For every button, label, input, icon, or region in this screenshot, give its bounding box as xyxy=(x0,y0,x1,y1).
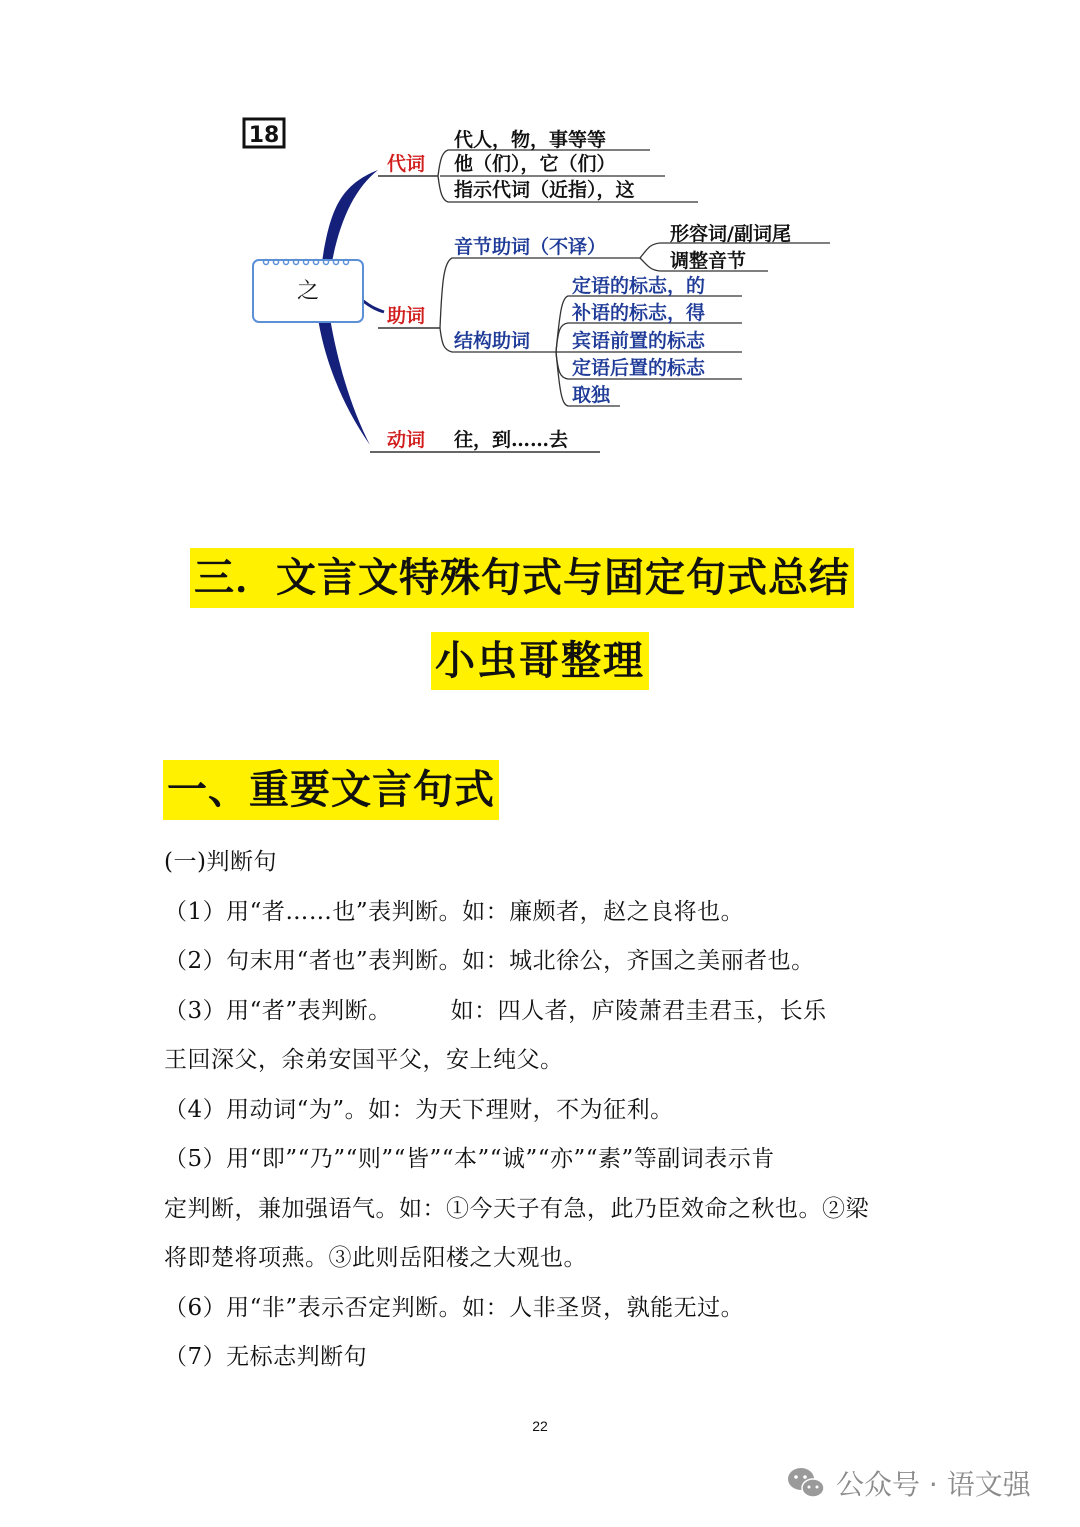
structural-item-1: 定语的标志，的 xyxy=(572,275,706,297)
body-line-5: 王回深父，余弟安国平父，安上纯父。 xyxy=(164,1047,564,1073)
branch-label-pronoun: 代词 xyxy=(387,153,426,175)
body-line-10: （6）用“非”表示否定判断。如：人非圣贤，孰能无过。 xyxy=(164,1295,745,1321)
section-title: 三．文言文特殊句式与固定句式总结 xyxy=(190,548,854,608)
body-line-4: （3）用“者”表判断。 如：四人者，庐陵萧君圭君玉，长乐 xyxy=(164,998,827,1024)
particle-structural-label: 结构助词 xyxy=(454,330,531,352)
compiler-credit: 小虫哥整理 xyxy=(431,632,649,690)
page-number: 22 xyxy=(532,1418,548,1434)
structural-item-2: 补语的标志，得 xyxy=(572,302,706,324)
body-line-3: （2）句末用“者也”表判断。如：城北徐公，齐国之美丽者也。 xyxy=(164,948,815,974)
watermark-text: 公众号 · 语文强 xyxy=(836,1468,1031,1501)
trunk-lower xyxy=(318,318,370,445)
trunk-upper xyxy=(322,170,378,262)
wechat-icon xyxy=(786,1466,826,1500)
particle-rhythm-label: 音节助词（不译） xyxy=(454,236,607,258)
pronoun-item-1: 代人，物，事等等 xyxy=(454,129,607,151)
body-line-6: （4）用动词“为”。如：为天下理财，不为征利。 xyxy=(164,1097,674,1123)
diagram-number-text: 18 xyxy=(248,123,280,148)
rhythm-item-1: 形容词/副词尾 xyxy=(670,223,791,245)
structural-item-3: 宾语前置的标志 xyxy=(572,330,706,352)
body-line-1: (一)判断句 xyxy=(164,849,277,875)
rhythm-item-2: 调整音节 xyxy=(670,250,747,272)
body-line-9: 将即楚将项燕。③此则岳阳楼之大观也。 xyxy=(164,1245,587,1271)
watermark xyxy=(786,1463,1031,1503)
center-node-label: 之 xyxy=(296,279,320,304)
branch-label-particle: 助词 xyxy=(387,305,426,327)
branch-label-verb: 动词 xyxy=(387,429,426,451)
body-line-8: 定判断，兼加强语气。如：①今天子有急，此乃臣效命之秋也。②梁 xyxy=(164,1196,869,1222)
structural-item-5: 取独 xyxy=(572,384,611,406)
body-line-7: （5）用“即”“乃”“则”“皆”“本”“诚”“亦”“素”等副词表示肯 xyxy=(164,1146,775,1172)
verb-item-1: 往，到……去 xyxy=(454,429,569,451)
heading-important-sentences: 一、重要文言句式 xyxy=(163,760,499,820)
pronoun-item-2: 他（们），它（们） xyxy=(454,153,616,175)
body-line-11: （7）无标志判断句 xyxy=(164,1344,368,1370)
structural-item-4: 定语后置的标志 xyxy=(572,357,706,379)
mind-map xyxy=(0,0,1080,520)
body-line-2: （1）用“者……也”表判断。如：廉颇者，赵之良将也。 xyxy=(164,899,745,925)
pronoun-item-3: 指示代词（近指），这 xyxy=(454,179,635,201)
